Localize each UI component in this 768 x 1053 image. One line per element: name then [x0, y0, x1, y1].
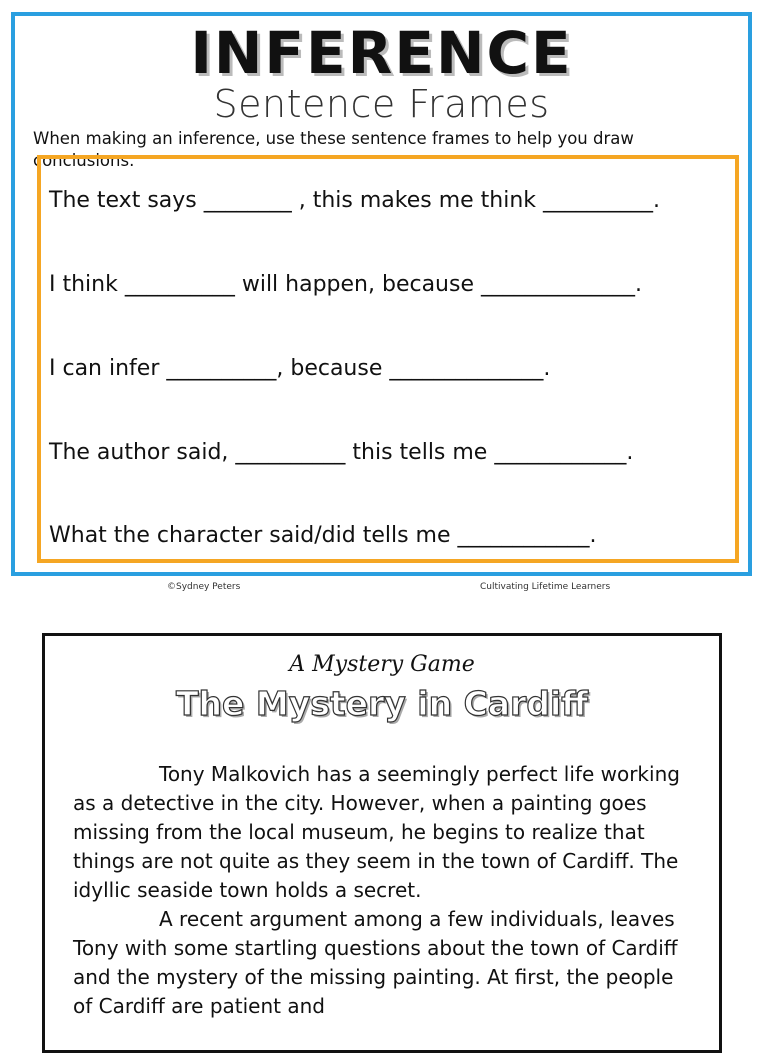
footer-copyright: ©Sydney Peters — [167, 582, 241, 592]
story-paragraph-2: A recent argument among a few individuals, leaves Tony with some startling questions about the town of Cardiff and the mystery of the missing painting. At first, the people of Cardiff are patient and — [73, 907, 678, 1018]
worksheet-instruction: When making an inference, use these sentence frames to help you draw conclusions. — [33, 129, 634, 170]
sentence-frame-2: I think __________ will happen, because ______________. — [49, 272, 642, 297]
worksheet-title: INFERENCE — [190, 19, 573, 87]
sentence-frames-box — [37, 155, 739, 563]
game-label: A Mystery Game — [289, 652, 475, 677]
story-page — [42, 633, 722, 1053]
story-title: The Mystery in Cardiff — [175, 684, 589, 723]
inference-worksheet — [11, 12, 752, 576]
sentence-frame-5: What the character said/did tells me ____________. — [49, 523, 597, 548]
sentence-frame-3: I can infer __________, because ______________. — [49, 356, 551, 381]
footer-brand: Cultivating Lifetime Learners — [480, 582, 611, 592]
worksheet-subtitle: Sentence Frames — [213, 82, 550, 126]
sentence-frame-4: The author said, __________ this tells me ____________. — [49, 440, 634, 465]
story-text — [73, 760, 699, 1021]
sentence-frame-1: The text says ________ , this makes me think __________. — [49, 188, 661, 213]
story-paragraph-1: Tony Malkovich has a seemingly perfect life working as a detective in the city. However, when a painting goes missing from the local museum, he begins to realize that things are not quite as they seem in the town of Cardiff. The idyllic seaside town holds a secret. — [73, 762, 680, 902]
